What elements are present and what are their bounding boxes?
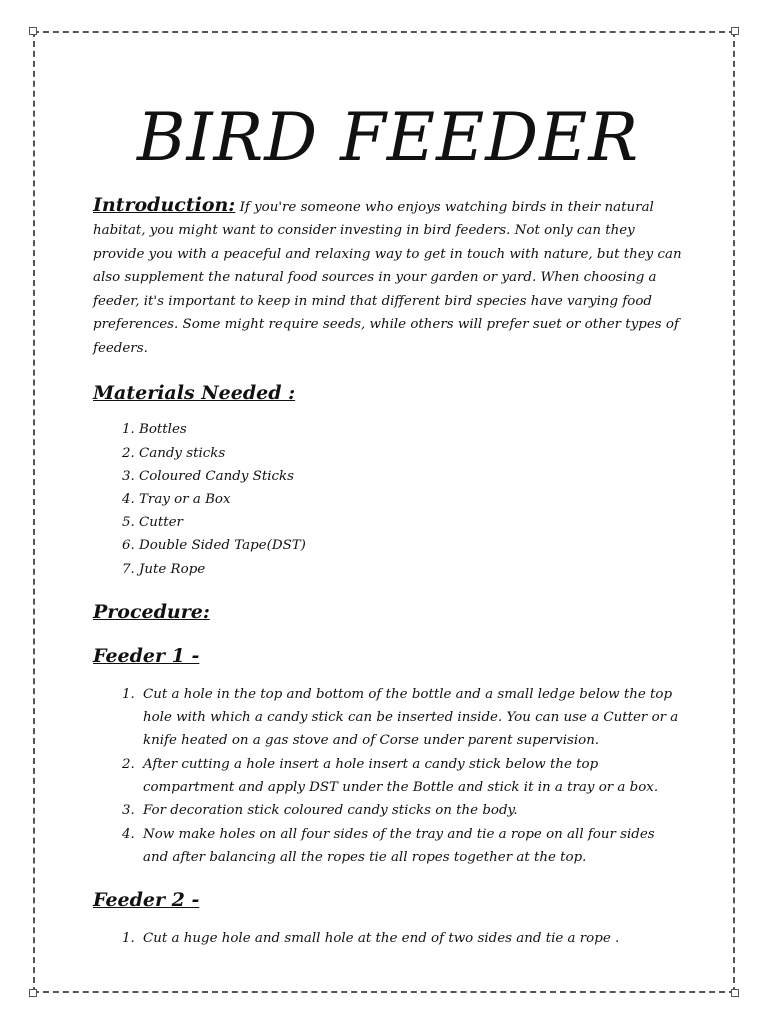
introduction-text: If you're someone who enjoys watching birds in their natural habitat, you might want to consider investing in bird feeders. Not only can they provide you with a peaceful and relaxing way to get in touch with nature, but they can also supplement the natural food sources in your garden or yard. When choosing a feeder, it's important to keep in mind that different bird species have varying food preferences. Some might require seeds, while others will prefer suet or other types of feeders.	[93, 199, 682, 356]
list-item: 1. Cut a huge hole and small hole at the end of two sides and tie a rope .	[139, 927, 683, 950]
feeder-2-steps	[93, 927, 683, 950]
list-item: 3. Coloured Candy Sticks	[139, 465, 683, 488]
list-item: 4. Now make holes on all four sides of the tray and tie a rope on all four sides and after balancing all the ropes tie all ropes together at the top.	[139, 823, 683, 870]
introduction-paragraph	[93, 194, 683, 361]
document-content	[93, 100, 683, 950]
feeder-1-heading: Feeder 1 -	[93, 644, 200, 667]
border-corner-bottom-left	[29, 989, 37, 997]
border-corner-top-left	[29, 27, 37, 35]
list-item: 1. Bottles	[139, 418, 683, 441]
introduction-label: Introduction:	[93, 193, 236, 216]
feeder-1-steps	[93, 683, 683, 869]
list-item: 2. After cutting a hole insert a hole insert a candy stick below the top compartment and apply DST under the Bottle and stick it in a tray or a box.	[139, 753, 683, 800]
list-item: 5. Cutter	[139, 511, 683, 534]
list-item: 4. Tray or a Box	[139, 488, 683, 511]
list-item: 3. For decoration stick coloured candy sticks on the body.	[139, 799, 683, 822]
materials-heading: Materials Needed :	[93, 382, 296, 405]
list-item: 7. Jute Rope	[139, 558, 683, 581]
border-corner-top-right	[731, 27, 739, 35]
list-item: 2. Candy sticks	[139, 442, 683, 465]
list-item: 6. Double Sided Tape(DST)	[139, 534, 683, 557]
page-title: BIRD FEEDER	[136, 99, 640, 176]
list-item: 1. Cut a hole in the top and bottom of the bottle and a small ledge below the top hole with which a candy stick can be inserted inside. You can use a Cutter or a knife heated on a gas stove and of Corse under parent supervision.	[139, 683, 683, 753]
materials-list	[93, 418, 683, 580]
feeder-2-heading: Feeder 2 -	[93, 889, 200, 912]
procedure-heading: Procedure:	[93, 600, 210, 623]
border-corner-bottom-right	[731, 989, 739, 997]
